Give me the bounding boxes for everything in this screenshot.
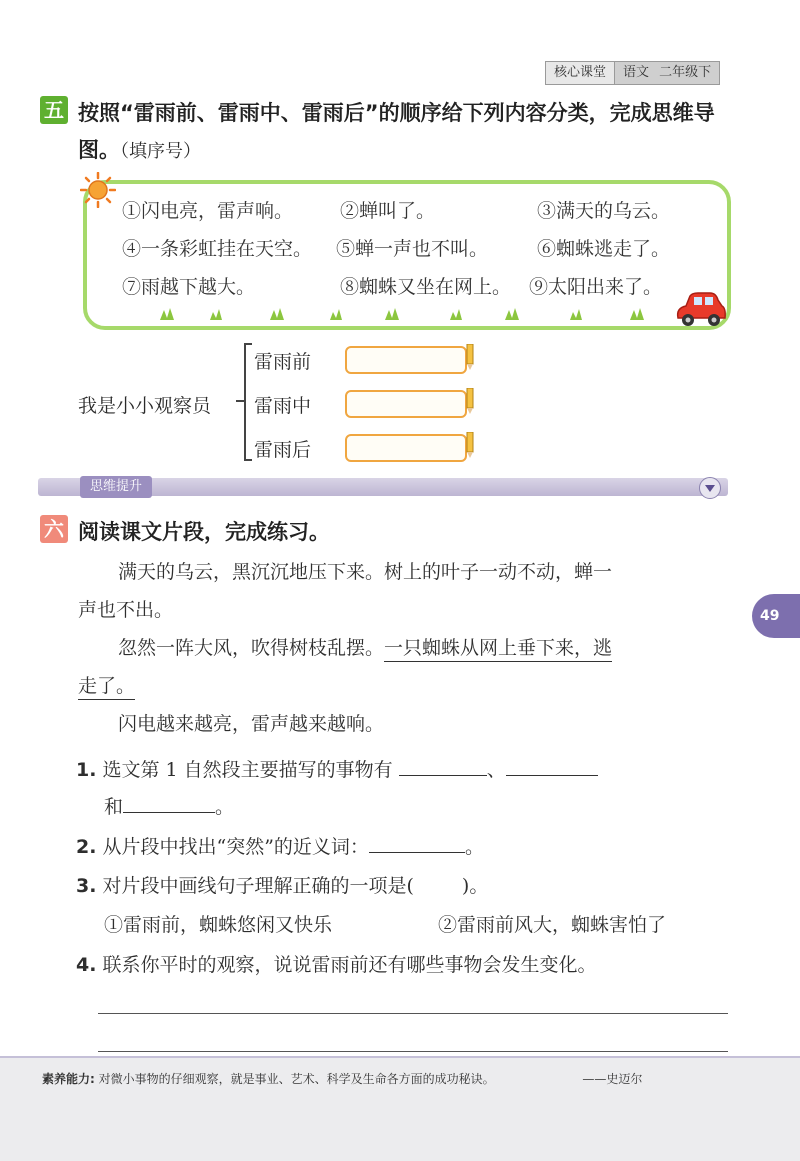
section-six-badge: 六	[40, 515, 68, 543]
writing-line[interactable]	[98, 1013, 728, 1014]
question-number: 3.	[76, 875, 97, 897]
passage-underlined: 走了。	[78, 675, 135, 700]
title-line2-note: （填序号）	[120, 141, 201, 162]
answer-blank[interactable]	[123, 794, 215, 813]
option-item: ⑦雨越下越大。	[122, 276, 256, 298]
header-tag-left: 核心课堂	[545, 61, 615, 85]
section-five-badge: 五	[40, 96, 68, 124]
q3-option-2[interactable]: ②雷雨前风大，蜘蛛害怕了	[438, 914, 667, 936]
header-tag	[545, 61, 720, 85]
observer-label: 我是小小观察员	[78, 395, 212, 417]
pencil-icon	[465, 344, 475, 370]
sun-icon	[80, 172, 116, 208]
footer-quote-text: 对微小事物的仔细观察，就是事业、艺术、科学及生命各方面的成功秘诀。	[98, 1072, 495, 1086]
answer-box-before[interactable]	[345, 346, 467, 374]
option-item: ⑨太阳出来了。	[529, 276, 663, 298]
option-item: ⑥蜘蛛逃走了。	[537, 238, 671, 260]
question-text: 和	[104, 796, 124, 818]
answer-box-during[interactable]	[345, 390, 467, 418]
option-item: ⑤蝉一声也不叫。	[336, 238, 489, 260]
q3-option-1[interactable]: ①雷雨前，蜘蛛悠闲又快乐	[104, 914, 333, 936]
question-number: 2.	[76, 836, 97, 858]
brace	[244, 343, 254, 461]
footer-quote	[42, 1070, 642, 1087]
answer-box-after[interactable]	[345, 434, 467, 462]
title-line2-bold: 图。	[78, 138, 120, 162]
car-icon	[672, 290, 728, 330]
header-tag-right: 语文 二年级下	[615, 61, 720, 85]
pencil-icon	[465, 388, 475, 414]
answer-blank[interactable]	[369, 834, 465, 853]
question-1-cont	[104, 792, 234, 819]
question-text: 对片段中画线句子理解正确的一项是(	[102, 875, 414, 897]
answer-blank[interactable]	[506, 757, 598, 776]
passage-line: 闪电越来越亮，雷声越来越响。	[118, 713, 385, 735]
question-text: )。	[461, 875, 489, 897]
question-text: 。	[215, 796, 235, 818]
branch-during-label: 雷雨中	[254, 395, 312, 417]
answer-blank[interactable]	[399, 757, 487, 776]
option-item: ⑧蜘蛛又坐在网上。	[340, 276, 512, 298]
separator: 、	[486, 759, 506, 781]
passage-underlined: 一只蜘蛛从网上垂下来，逃	[384, 637, 612, 662]
question-number: 4.	[76, 954, 97, 976]
question-text: 联系你平时的观察，说说雷雨前还有哪些事物会发生变化。	[102, 954, 597, 976]
band-label: 思维提升	[80, 476, 152, 498]
passage-line: 声也不出。	[78, 599, 174, 621]
question-number: 1.	[76, 759, 97, 781]
arrow-badge-icon	[699, 477, 721, 499]
option-item: ④一条彩虹挂在天空。	[122, 238, 313, 260]
writing-line[interactable]	[98, 1051, 728, 1052]
question-text: 。	[464, 836, 484, 858]
passage-plain: 忽然一阵大风，吹得树枝乱摆。	[118, 637, 385, 659]
footer-label: 素养能力:	[42, 1072, 95, 1086]
footer-author: ——史迈尔	[582, 1072, 643, 1086]
option-item: ③满天的乌云。	[537, 200, 671, 222]
branch-after-label: 雷雨后	[254, 439, 312, 461]
branch-before-label: 雷雨前	[254, 351, 312, 373]
passage-line	[78, 667, 135, 705]
question-2	[76, 832, 484, 859]
passage-line	[118, 629, 612, 667]
pencil-icon	[465, 432, 475, 458]
question-4	[76, 950, 597, 977]
question-1	[76, 755, 598, 782]
question-text: 从片段中找出“突然”的近义词：	[102, 836, 369, 858]
option-item: ①闪电亮，雷声响。	[122, 200, 294, 222]
section-five-title-line2	[78, 134, 201, 164]
passage-line: 满天的乌云，黑沉沉地压下来。树上的叶子一动不动，蝉一	[118, 561, 613, 583]
question-text: 选文第 1 自然段主要描写的事物有	[102, 759, 393, 781]
option-item: ②蝉叫了。	[340, 200, 436, 222]
grass-decoration	[150, 306, 670, 320]
section-six-title: 阅读课文片段，完成练习。	[78, 520, 330, 544]
page-number-tab: 49	[752, 594, 800, 638]
question-3	[76, 871, 488, 898]
section-five-title-line1: 按照“雷雨前、雷雨中、雷雨后”的顺序给下列内容分类，完成思维导	[78, 101, 715, 125]
